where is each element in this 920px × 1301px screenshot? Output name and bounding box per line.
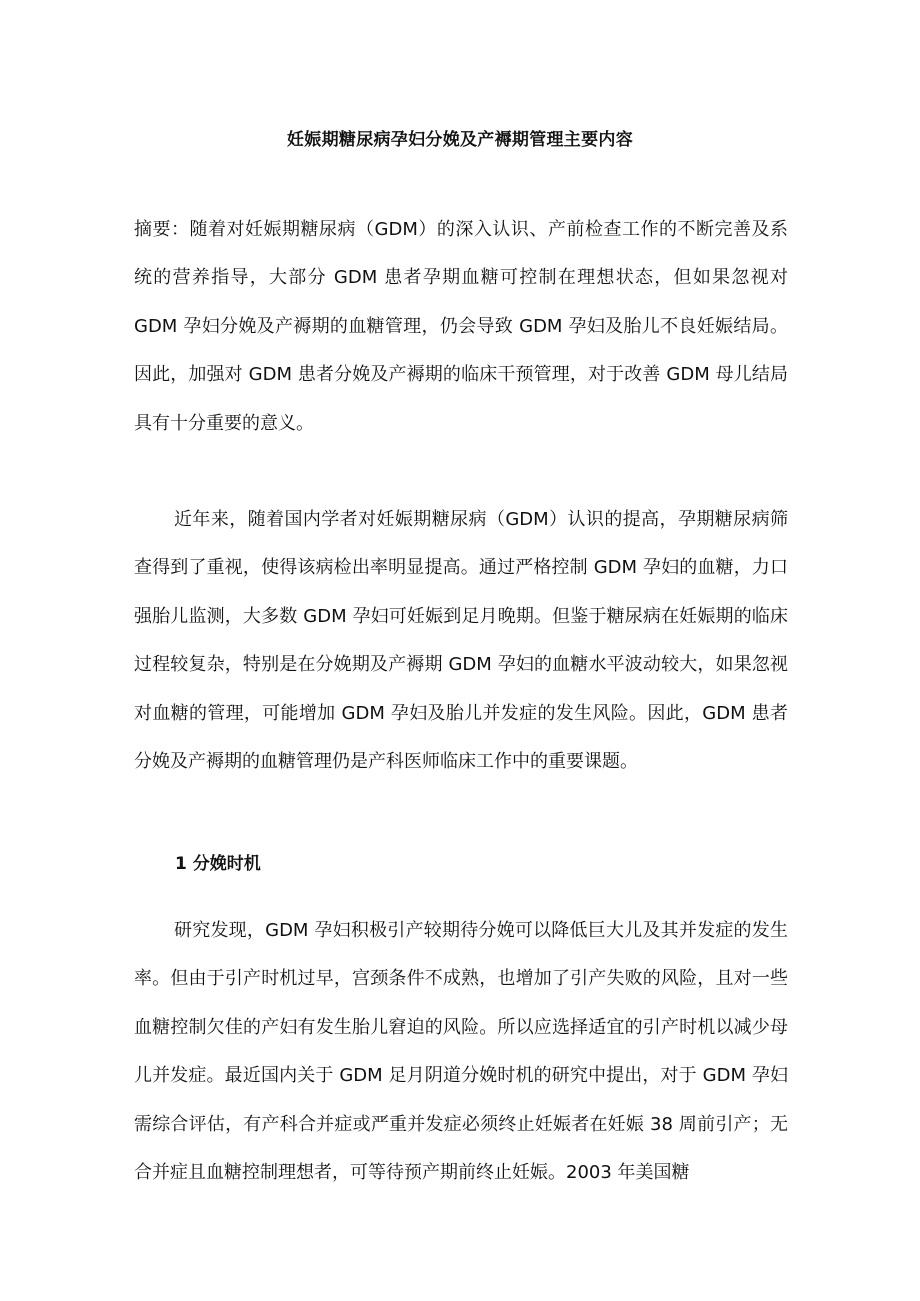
document-title: 妊娠期糖尿病孕妇分娩及产褥期管理主要内容 (287, 130, 633, 150)
section-body-delivery-timing: 研究发现，GDM 孕妇积极引产较期待分娩可以降低巨大儿及其并发症的发生率。但由于引产时机过早，宫颈条件不成熟，也增加了引产失败的风险，且对一些血糖控制欠佳的产妇有发生胎儿窘迫的风险。所以应选择适宜的引产时机以减少母儿并发症。最近国内关于 GDM 足月阴道分娩时机的研究中提出，对于 GDM 孕妇需综合评估，有产科合并症或严重并发症必须终止妊娠者在妊娠 38 周前引产；无合并症且血糖控制理想者，可等待预产期前终止妊娠。2003 年美国糖 (134, 920, 788, 1184)
abstract-paragraph: 摘要：随着对妊娠期糖尿病（GDM）的深入认识、产前检查工作的不断完善及系统的营养指导，大部分 GDM 患者孕期血糖可控制在理想状态，但如果忽视对 GDM 孕妇分娩及产褥期的血糖管理，仍会导致 GDM 孕妇及胎儿不良妊娠结局。因此，加强对 GDM 患者分娩及产褥期的临床干预管理，对于改善 GDM 母儿结局具有十分重要的意义。 (134, 219, 788, 434)
intro-paragraph: 近年来，随着国内学者对妊娠期糖尿病（GDM）认识的提高，孕期糖尿病筛查得到了重视，使得该病检出率明显提高。通过严格控制 GDM 孕妇的血糖，力口强胎儿监测，大多数 GDM 孕妇可妊娠到足月晚期。但鉴于糖尿病在妊娠期的临床过程较复杂，特别是在分娩期及产褥期 GDM 孕妇的血糖水平波动较大，如果忽视对血糖的管理，可能增加 GDM 孕妇及胎儿并发症的发生风险。因此，GDM 患者分娩及产褥期的血糖管理仍是产科医师临床工作中的重要课题。 (134, 509, 788, 773)
section-heading-delivery-timing: 1 分娩时机 (175, 854, 261, 874)
